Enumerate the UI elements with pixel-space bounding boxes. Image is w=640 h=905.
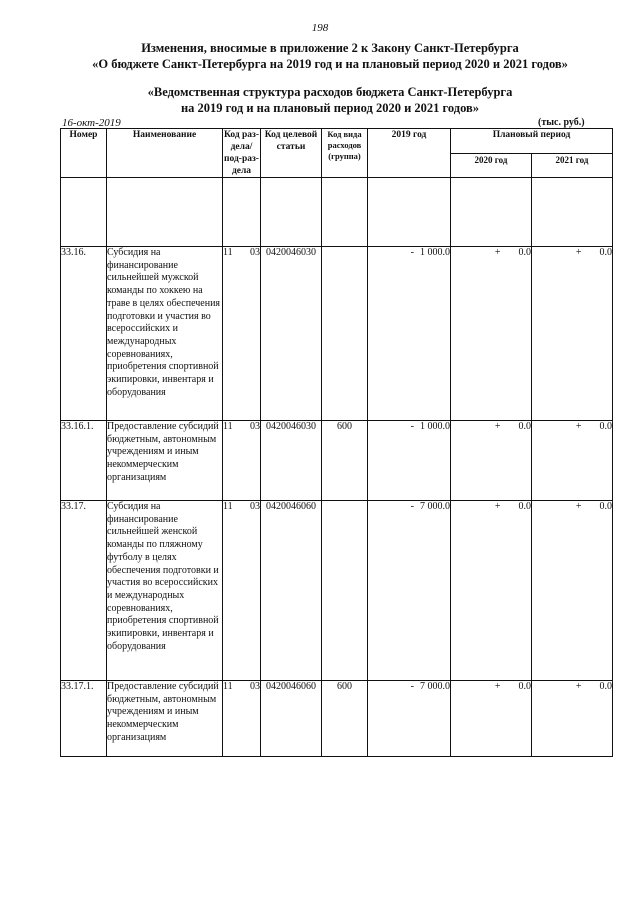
row-number: 33.17.1. — [61, 681, 107, 757]
subtitle-line-2: на 2019 год и на плановый период 2020 и 2021 годов» — [180, 101, 480, 115]
table-row — [61, 681, 613, 757]
row-number: 33.17. — [61, 501, 107, 681]
row-amount-2020: + 0.0 — [451, 421, 532, 501]
header-name: Наименование — [107, 129, 223, 178]
budget-table — [60, 128, 613, 757]
row-target-code: 0420046030 — [261, 247, 322, 421]
row-name: Субсидия на финансирование сильнейшей мужской команды по хоккею на траве в целях обеспечения подготовки и участия во всероссийских и международных соревнованиях, приобретения спортивной экипировки, инвентаря и оборудования — [107, 247, 223, 421]
title-line-1: Изменения, вносимые в приложение 2 к Закону Санкт-Петербурга — [141, 41, 519, 55]
row-expense-type: 600 — [322, 681, 368, 757]
row-amount-2020: + 0.0 — [451, 501, 532, 681]
header-number: Номер — [61, 129, 107, 178]
title-line-2: «О бюджете Санкт-Петербурга на 2019 год и на плановый период 2020 и 2021 годов» — [92, 57, 568, 71]
subtitle-line-1: «Ведомственная структура расходов бюджета Санкт-Петербурга — [147, 85, 513, 99]
header-year-2019: 2019 год — [368, 129, 451, 178]
row-target-code: 0420046030 — [261, 421, 322, 501]
row-section-code: 11 03 — [223, 421, 261, 501]
row-amount-2021: + 0.0 — [532, 421, 613, 501]
document-subtitle — [60, 84, 600, 116]
header-expense-type: Код вида расходов (группа) — [322, 129, 368, 178]
row-section-code: 11 03 — [223, 501, 261, 681]
row-amount-2021: + 0.0 — [532, 501, 613, 681]
page-number: 198 — [311, 22, 329, 34]
document-title — [60, 40, 600, 72]
row-expense-type: 600 — [322, 421, 368, 501]
table-row — [61, 501, 613, 681]
table-row — [61, 421, 613, 501]
row-number: 33.16. — [61, 247, 107, 421]
row-amount-2020: + 0.0 — [451, 681, 532, 757]
row-amount-2019: - 1 000.0 — [368, 421, 451, 501]
units-label: (тыс. руб.) — [538, 117, 585, 128]
row-section-code: 11 03 — [223, 681, 261, 757]
header-target-code: Код целевой статьи — [261, 129, 322, 178]
header-year-2020: 2020 год — [451, 153, 532, 178]
row-target-code: 0420046060 — [261, 501, 322, 681]
row-number: 33.16.1. — [61, 421, 107, 501]
row-amount-2020: + 0.0 — [451, 247, 532, 421]
row-name: Предоставление субсидий бюджетным, автономным учреждениям и иным некоммерческим организациям — [107, 421, 223, 501]
row-target-code: 0420046060 — [261, 681, 322, 757]
row-expense-type — [322, 247, 368, 421]
header-year-2021: 2021 год — [532, 153, 613, 178]
row-amount-2021: + 0.0 — [532, 247, 613, 421]
table-row — [61, 247, 613, 421]
header-section-code: Код раз-дела/ под-раз-дела — [223, 130, 260, 176]
document-date: 16-окт-2019 — [62, 117, 121, 129]
row-amount-2021: + 0.0 — [532, 681, 613, 757]
header-planned-period: Плановый период — [451, 129, 613, 154]
header-spacer-row — [61, 178, 613, 247]
row-name: Предоставление субсидий бюджетным, автономным учреждениям и иным некоммерческим организациям — [107, 681, 223, 757]
row-amount-2019: - 7 000.0 — [368, 681, 451, 757]
row-expense-type — [322, 501, 368, 681]
row-section-code: 11 03 — [223, 247, 261, 421]
row-amount-2019: - 7 000.0 — [368, 501, 451, 681]
row-amount-2019: - 1 000.0 — [368, 247, 451, 421]
row-name: Субсидия на финансирование сильнейшей женской команды по пляжному футболу в целях обеспечения подготовки и участия во всероссийских и международных соревнованиях, приобретения спортивной экипировки, инвентаря и оборудования — [107, 501, 223, 681]
